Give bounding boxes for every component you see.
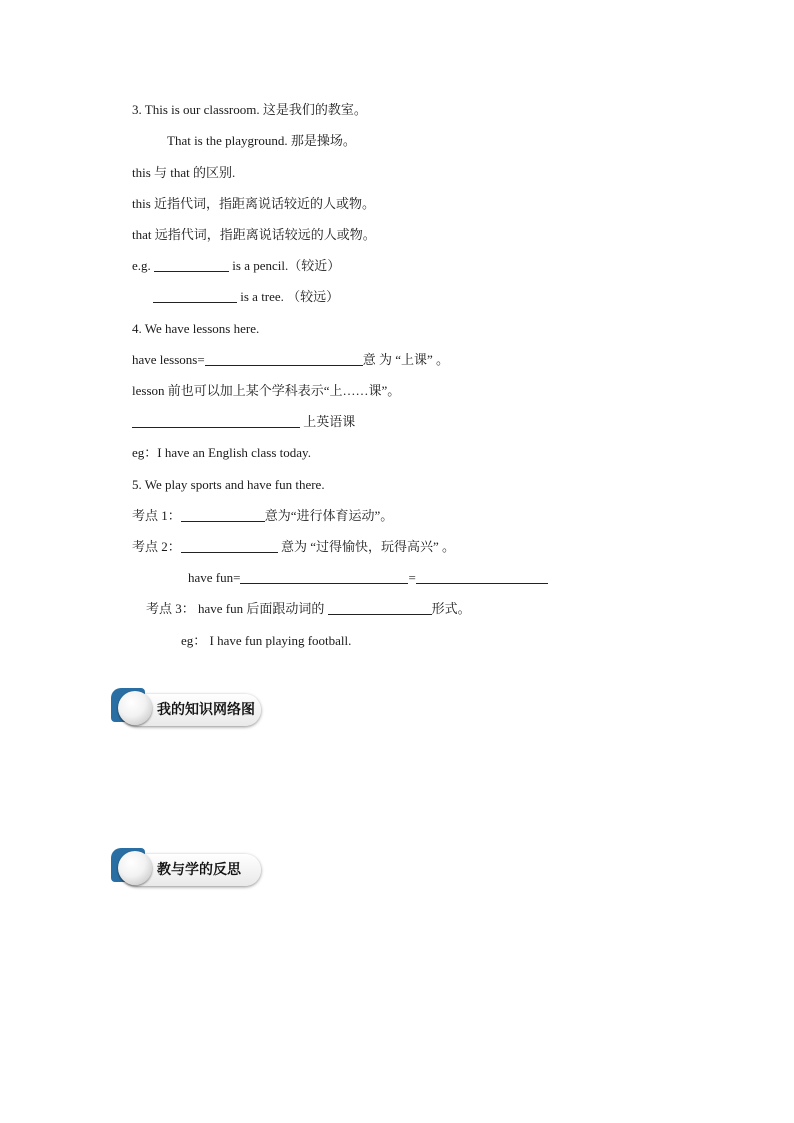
section-heading-knowledge-map	[111, 688, 263, 730]
item-3-sentence-2: That is the playground. 那是操场。	[167, 133, 356, 148]
lesson-subject-note: lesson 前也可以加上某个学科表示“上……课”。	[132, 383, 401, 398]
have-lessons-meaning: have lessons= 意 为 “上课” 。	[132, 352, 449, 367]
answer-blank[interactable]	[416, 569, 548, 584]
point-2: 考点 2： 意为 “过得愉快，玩得高兴” 。	[132, 539, 456, 554]
answer-blank[interactable]	[132, 413, 300, 428]
heading-ball-icon	[118, 691, 152, 725]
have-fun-equivalents: have fun= =	[188, 569, 548, 587]
answer-blank[interactable]	[181, 507, 265, 522]
example-near: e.g. is a pencil.（较近）	[132, 258, 341, 273]
section-title: 教与学的反思	[157, 862, 241, 878]
this-definition: this 近指代词，指距离说话较近的人或物。	[132, 196, 376, 211]
item-5-sentence: 5. We play sports and have fun there.	[132, 477, 325, 492]
section-heading-reflection	[111, 848, 263, 890]
that-definition: that 远指代词，指距离说话较远的人或物。	[132, 227, 376, 242]
answer-blank[interactable]	[328, 600, 432, 615]
answer-blank[interactable]	[240, 569, 408, 584]
answer-blank[interactable]	[154, 257, 229, 272]
example-far: is a tree. （较远）	[153, 288, 339, 306]
heading-ball-icon	[118, 851, 152, 885]
section-title: 我的知识网络图	[157, 702, 255, 718]
answer-blank[interactable]	[205, 351, 363, 366]
example-have-fun: eg： I have fun playing football.	[181, 633, 352, 648]
english-class-line: 上英语课	[132, 413, 355, 431]
point-3: 考点 3： have fun 后面跟动词的 形式。	[146, 601, 471, 616]
item-4-sentence: 4. We have lessons here.	[132, 321, 260, 336]
answer-blank[interactable]	[181, 538, 278, 553]
example-english-class: eg：I have an English class today.	[132, 445, 311, 460]
answer-blank[interactable]	[153, 288, 237, 303]
this-that-difference: this 与 that 的区别.	[132, 165, 236, 180]
item-3-sentence-1: 3. This is our classroom. 这是我们的教室。	[132, 102, 367, 117]
point-1: 考点 1： 意为“进行体育运动”。	[132, 508, 394, 523]
